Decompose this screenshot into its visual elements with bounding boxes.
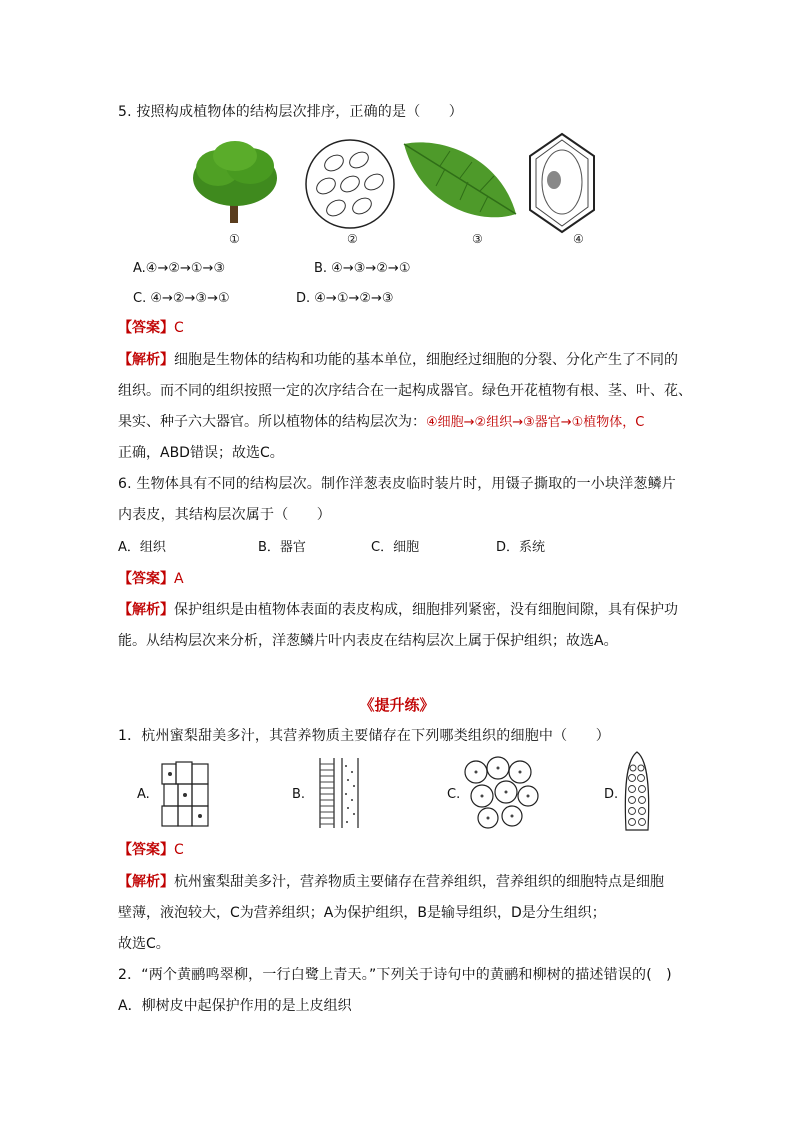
question-6-stem-line-1: 6. 生物体具有不同的结构层次。制作洋葱表皮临时装片时，用镊子撕取的一小块洋葱鳞片 — [118, 476, 677, 492]
q5-option-a: A.④→②→①→③ — [133, 261, 226, 276]
meristem-tissue-figure — [622, 750, 652, 832]
q6-option-c: C．细胞 — [371, 540, 420, 555]
q6-analysis-line-2: 能。从结构层次来分析，洋葱鳞片叶内表皮在结构层次上属于保护组织；故选A。 — [118, 633, 618, 649]
figure-label-1: ① — [229, 232, 240, 246]
p1-option-a: A. — [137, 787, 150, 802]
q5-analysis-line-4: 正确，ABD错误；故选C。 — [118, 445, 284, 461]
q5-answer: 【答案】C — [118, 320, 184, 336]
plant-cell-figure — [526, 132, 598, 234]
q5-option-d: D. ④→①→②→③ — [296, 291, 394, 306]
leaf-figure — [400, 136, 520, 230]
q5-analysis-line-3: 果实、种子六大器官。所以植物体的结构层次为：④细胞→②组织→③器官→①植物体，C — [118, 414, 645, 430]
tissue-figure — [304, 138, 396, 230]
q6-option-d: D．系统 — [496, 540, 546, 555]
protective-tissue-figure — [158, 760, 214, 830]
figure-label-4: ④ — [573, 232, 584, 246]
practice-1-stem: 1．杭州蜜梨甜美多汁，其营养物质主要储存在下列哪类组织的细胞中（ ） — [118, 728, 610, 744]
p1-analysis-line-3: 故选C。 — [118, 936, 170, 952]
practice-2-stem: 2．“两个黄鹂鸣翠柳，一行白鹭上青天。”下列关于诗句中的黄鹂和柳树的描述错误的( ) — [118, 967, 672, 983]
p1-answer: 【答案】C — [118, 842, 184, 858]
tree-figure — [190, 138, 280, 230]
p1-option-b: B. — [292, 787, 306, 802]
q5-analysis-line-1: 【解析】细胞是生物体的结构和功能的基本单位，细胞经过细胞的分裂、分化产生了不同的 — [118, 352, 678, 368]
p1-option-c: C. — [447, 787, 461, 802]
q6-analysis-line-1: 【解析】保护组织是由植物体表面的表皮构成，细胞排列紧密，没有细胞间隙，具有保护功 — [118, 602, 678, 618]
q5-option-c: C. ④→②→③→① — [133, 291, 230, 306]
nutrient-tissue-figure — [462, 756, 542, 830]
q5-analysis-line-2: 组织。而不同的组织按照一定的次序结合在一起构成器官。绿色开花植物有根、茎、叶、花、 — [118, 383, 692, 399]
section-title: 《提升练》 — [359, 696, 435, 714]
conducting-tissue-figure — [314, 756, 362, 830]
p1-analysis-line-1: 【解析】杭州蜜梨甜美多汁，营养物质主要储存在营养组织，营养组织的细胞特点是细胞 — [118, 874, 664, 890]
p1-option-d: D. — [604, 787, 619, 802]
question-6-stem-line-2: 内表皮，其结构层次属于（ ） — [118, 507, 331, 523]
p1-analysis-line-2: 壁薄，液泡较大，C为营养组织；A为保护组织，B是输导组织，D是分生组织； — [118, 905, 606, 921]
figure-label-3: ③ — [472, 232, 483, 246]
figure-label-2: ② — [347, 232, 358, 246]
q5-option-b: B. ④→③→②→① — [314, 261, 411, 276]
q6-answer: 【答案】A — [118, 571, 184, 587]
q6-option-a: A．组织 — [118, 540, 166, 555]
q6-option-b: B．器官 — [258, 540, 306, 555]
p2-option-a: A．柳树皮中起保护作用的是上皮组织 — [118, 998, 352, 1014]
question-5-stem: 5. 按照构成植物体的结构层次排序，正确的是（ ） — [118, 104, 464, 120]
